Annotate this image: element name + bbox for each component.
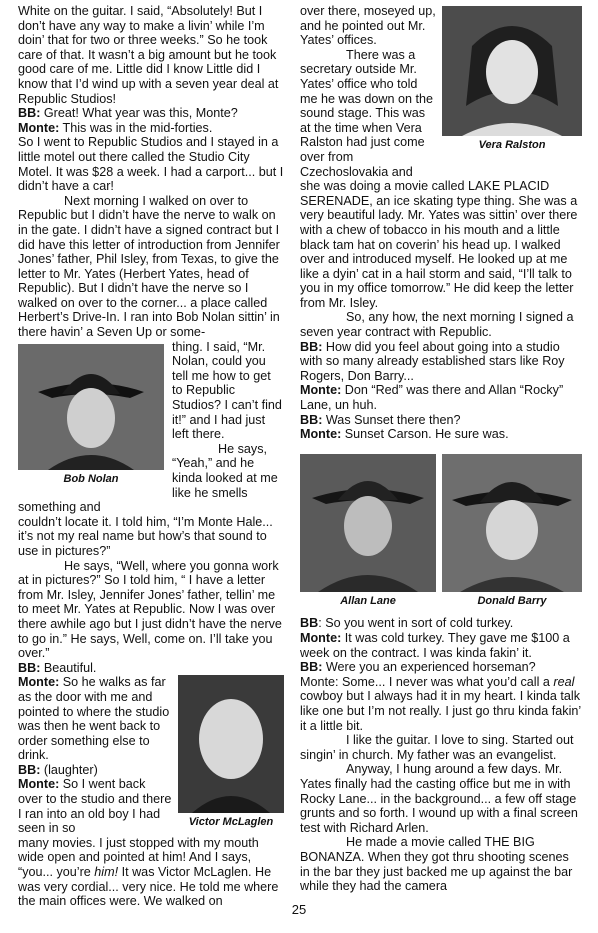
paragraph-text: Sunset Carson. He sure was. (341, 427, 509, 442)
paragraph (300, 383, 582, 412)
paragraph-text: So I went back over to the studio and there I ran into an old boy I had seen in so (18, 777, 172, 836)
speaker-label: Monte: (300, 631, 342, 645)
caption: Donald Barry (477, 594, 547, 607)
caption: Allan Lane (340, 594, 396, 607)
caption: Victor McLaglen (188, 816, 274, 829)
paragraph (300, 413, 582, 428)
caption: Bob Nolan (63, 472, 119, 485)
paragraph-text: Great! What year was this, Monte? (40, 106, 238, 121)
paragraph: There was a secretary outside Mr. Yates’ office who told me he was down on the sound stage. This was at the time when Vera Ralston had just come over from Czechoslovakia and (300, 47, 434, 179)
paragraph-text: many movies. I just stopped with my mouth wide open and pointed at him! And I says, “you... you’re (18, 835, 259, 880)
paragraph-text: (laughter) (40, 762, 98, 777)
speaker-label: BB: (300, 412, 323, 427)
paragraph: White on the guitar. I said, “Absolutely! But I don’t have any way to make a livin’ while I’m doin’ that for two or three weeks.” So he took care of that. It wasn’t a big amount but he took good care of me. Little did I know Little did I know that I’d wind up with a seven year deal at Republic Studios! (18, 4, 279, 106)
paragraph (300, 675, 582, 733)
paragraph (18, 121, 284, 136)
cowboy-portrait-icon (442, 454, 582, 592)
photo-block-nolan (18, 344, 164, 491)
speaker-label: Monte: (18, 777, 60, 792)
photo-pair (300, 454, 582, 613)
paragraph: I like the guitar. I love to sing. Started out singin’ in church. My father was an evangelist. (300, 733, 574, 762)
photo-block-barry (442, 454, 582, 613)
speaker-label: BB: (18, 660, 41, 675)
paragraph-text: It was Victor McLaglen. He was very cordial... very nice. He told me where the main offices were. We walked on (18, 865, 279, 909)
paragraph: Next morning I walked on over to Republic but I didn’t have the nerve to walk on in the gate. I didn’t have a signed contract but I did have this letter of introduction from Jennifer Jones’ father, Phil Isley, from Texas, to give the letter to Mr. Yates (Herbert Yates, head of Republic). But I didn’t have the nerve so I walked on over to the corner... a place called Herbert’s Drive-In. I ran into Bob Nolan sittin’ in there havin’ a Seven Up or some- (18, 193, 280, 340)
photo-victor-mclaglen (178, 675, 284, 813)
photo-block-lane (300, 454, 436, 613)
paragraph-text: Don “Red” was there and Allan “Rocky” Lane, un huh. (300, 383, 564, 413)
page-number: 25 (291, 902, 307, 917)
photo-vera-ralston (442, 6, 582, 136)
speaker-label: BB: (300, 660, 323, 675)
paragraph-text: Were you an experienced horseman? (322, 660, 536, 675)
speaker-label: Monte: (18, 120, 60, 135)
paragraph: So, any how, the next morning I signed a seven year contract with Republic. (300, 310, 574, 340)
paragraph: He says, “Yeah,” and he kinda looked at me like he smells something and (18, 441, 278, 515)
paragraph: So I went to Republic Studios and I stayed in a little motel out there called the Studio City Motel. It was $28 a week. I had a carport... but I didn’t have a car! (18, 135, 284, 194)
emphasis: real (553, 674, 575, 689)
right-column (300, 4, 582, 894)
cowboy-portrait-icon (300, 454, 436, 592)
photo-donald-barry (442, 454, 582, 592)
paragraph: Anyway, I hung around a few days. Mr. Yates finally had the casting office but me in with Rocky Lane... in the background... a few off stage grunts and so forth. I wound up with a final screen test with Richard Arlen. (300, 762, 578, 835)
paragraph (300, 660, 582, 675)
speaker-label: Monte: (300, 427, 342, 442)
paragraph-text: Was Sunset there then? (322, 412, 461, 427)
paragraph (300, 340, 582, 384)
portrait-icon (442, 6, 582, 136)
paragraph-text: This was in the mid-forties. (59, 120, 213, 135)
speaker-label: BB (300, 616, 319, 631)
paragraph: couldn’t locate it. I told him, “I’m Monte Hale... it’s not my real name but how’s that sound to use in pictures?” (18, 514, 273, 558)
paragraph-text: So he walks as far as the door with me and pointed to where the studio was then he went back to order something else to drink. (18, 675, 170, 763)
photo-allan-lane (300, 454, 436, 592)
paragraph-text: : So you went in sort of cold turkey. (318, 616, 514, 631)
paragraph (300, 631, 582, 660)
paragraph (18, 661, 284, 676)
paragraph: she was doing a movie called LAKE PLACID SERENADE, an ice skating type thing. She was a very beautiful lady. Mr. Yates was sittin’ over there with a chew of tobacco in his mouth and a little black tam hat on coverin’ his head up. I walked over and introduced myself. He looked up at me like a dyin’ cat in a hail storm and said, “I’ll talk to you in my office tomorrow.” He did keep the letter from Mr. Isley. (300, 179, 578, 310)
paragraph-text: Monte: Some... I never was what you’d call a (300, 674, 554, 689)
paragraph (18, 106, 284, 121)
speaker-label: Monte: (300, 383, 342, 398)
photo-block-mclaglen (178, 675, 284, 834)
speaker-label: BB: (18, 762, 41, 777)
paragraph-text: It was cold turkey. They gave me $100 a week on the contract. I was kinda fakin’ it. (300, 631, 570, 660)
paragraph: thing. I said, “Mr. Nolan, could you tell me how to get to Republic Studios? I can’t find it!” and I had just left there. (172, 339, 282, 442)
speaker-label: BB: (300, 339, 323, 354)
paragraph (300, 616, 582, 631)
caption: Vera Ralston (478, 139, 546, 151)
paragraph: He says, “Well, where you gonna work at in pictures?” So I told him, “ I have a letter from Mr. Isley, Jennifer Jones’ father, tellin’ me to meet Mr. Yates at Republic. Now I was over there awhile ago but I just didn’t have the nerve to go in.” He says, Well, come on. I’ll take you over.” (18, 558, 282, 661)
cowboy-portrait-icon (18, 344, 164, 470)
photo-block-ralston (442, 6, 582, 157)
speaker-label: BB: (18, 106, 41, 121)
left-column (18, 4, 284, 909)
paragraph-text: cowboy but I always had it in my heart. I kinda talk like one but I’m not really. I just go thru kinda fakin’ it a little bit. (300, 689, 581, 733)
photo-bob-nolan (18, 344, 164, 470)
portrait-icon (178, 675, 284, 813)
paragraph: over there, moseyed up, and he pointed out Mr. Yates’ offices. (300, 4, 436, 48)
paragraph-text: How did you feel about going into a studio with so many already established stars like Roy Rogers, Don Barry... (300, 339, 565, 383)
emphasis: him! (94, 865, 119, 880)
paragraph-text: Beautiful. (40, 660, 97, 675)
paragraph (300, 427, 582, 442)
paragraph (18, 836, 284, 909)
speaker-label: Monte: (18, 675, 60, 690)
paragraph: He made a movie called THE BIG BONANZA. When they got thru shooting scenes in the bar they just backed me up against the bar while they had the camera (300, 835, 573, 894)
